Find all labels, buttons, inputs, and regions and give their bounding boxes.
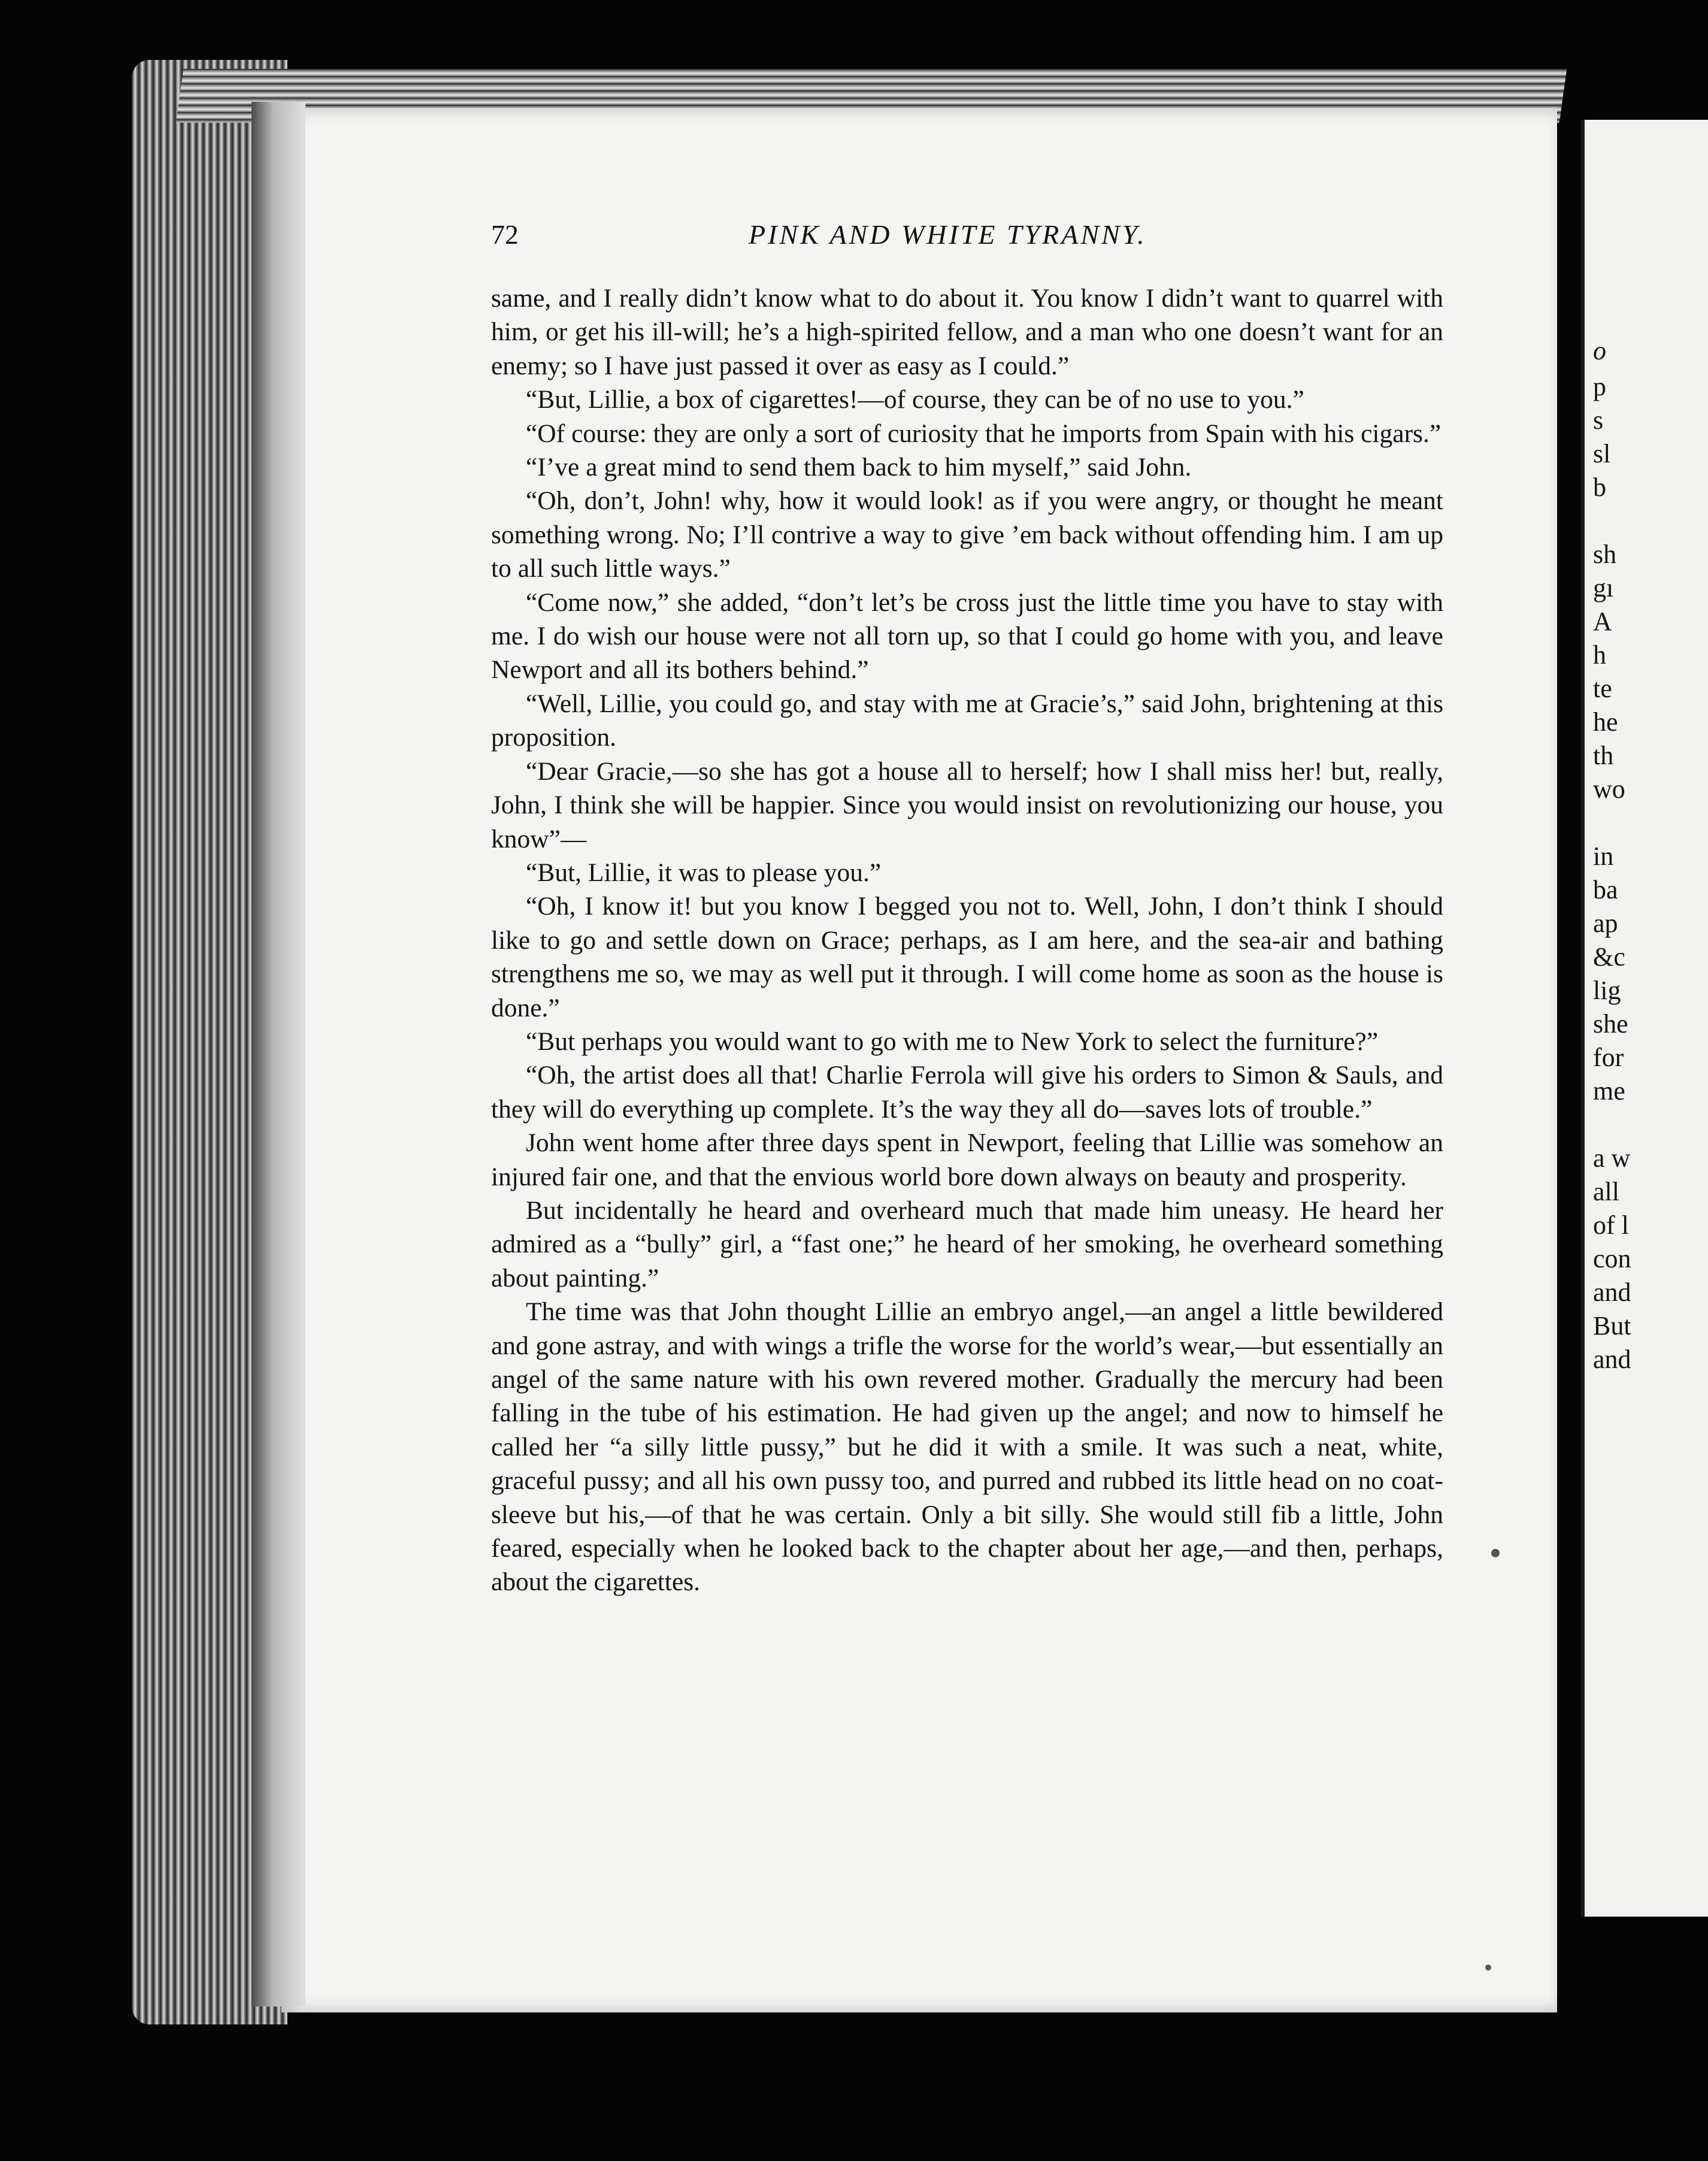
right-page-fragment: te bbox=[1593, 674, 1612, 703]
right-page-fragment: all bbox=[1593, 1177, 1619, 1206]
right-page-fragment: and bbox=[1593, 1278, 1631, 1307]
right-page-fragment: for bbox=[1593, 1043, 1624, 1072]
paragraph: “Oh, don’t, John! why, how it would look! as if you were angry, or thought he meant something wrong. No; I’ll contrive a way to give ’em back without offending him. I am up to all such little ways.” bbox=[491, 486, 1443, 583]
paragraph: John went home after three days spent in Newport, feeling that Lillie was somehow an injured fair one, and that the envious world bore down always on beauty and prosperity. bbox=[491, 1128, 1443, 1191]
right-page-fragment: of l bbox=[1593, 1210, 1629, 1240]
paragraph: “Oh, the artist does all that! Charlie Ferrola will give his orders to Simon & Sauls, and they will do everything up complete. It’s the way they all do—saves lots of trouble.” bbox=[491, 1061, 1443, 1124]
right-page-fragment: s bbox=[1593, 405, 1604, 435]
right-page-fragment: &c bbox=[1593, 942, 1625, 971]
scan-speck bbox=[1491, 1549, 1500, 1557]
right-page-fragment: ap bbox=[1593, 909, 1618, 938]
scan-speck bbox=[1485, 1965, 1491, 1971]
right-page-fragment: b bbox=[1593, 473, 1606, 502]
right-page-fragment: a w bbox=[1593, 1143, 1631, 1173]
right-page-fragment: she bbox=[1593, 1009, 1628, 1039]
right-page-edge bbox=[1581, 120, 1708, 1917]
paragraph: “Of course: they are only a sort of curiosity that he imports from Spain with his cigars.” bbox=[526, 419, 1441, 448]
right-page-fragment: th bbox=[1593, 741, 1614, 770]
right-page-fragment: h bbox=[1593, 640, 1606, 670]
paragraph: But incidentally he heard and overheard much that made him uneasy. He heard her admired as a “bully” girl, a “fast one;” he heard of her smoking, he overheard something about painting.” bbox=[491, 1195, 1443, 1293]
right-page-fragment: in bbox=[1593, 842, 1614, 871]
right-page-fragment: he bbox=[1593, 707, 1618, 737]
paragraph: “Oh, I know it! but you know I begged you not to. Well, John, I don’t think I should like to go and settle down on Grace; perhaps, as I am here, and the sea-air and bathing strengthens me so, we may as well put it through. I will come home as soon as the house is done.” bbox=[491, 892, 1443, 1022]
running-head bbox=[491, 213, 1198, 261]
right-page-fragment: ba bbox=[1593, 875, 1618, 904]
paragraph: “But, Lillie, a box of cigarettes!—of course, they can be of no use to you.” bbox=[526, 385, 1304, 414]
paragraph: “Well, Lillie, you could go, and stay with me at Gracie’s,” said John, brightening at this proposition. bbox=[491, 689, 1443, 752]
right-page-fragment: sl bbox=[1593, 439, 1611, 468]
right-page-fragment: lig bbox=[1593, 976, 1621, 1005]
right-page-fragment: But bbox=[1593, 1311, 1631, 1340]
right-page-fragment: A bbox=[1593, 607, 1612, 636]
paragraph: The time was that John thought Lillie an embryo angel,—an angel a little bewildered and gone astray, and with wings a trifle the worse for the world’s wear,—but essentially an angel of the same nature with his own revered mother. Gradually the mercury had been falling in the tube of his estimation. He had given up the angel; and now to himself he called her “a silly little pussy,” but he did it with a smile. It was such a neat, white, graceful pussy; and all his own pussy too, and purred and rubbed its little head on no coat-sleeve but his,—of that he was certain. Only a bit silly. She would still fib a little, John feared, especially when he looked back to the chapter about her age,—and then, perhaps, about the cigarettes. bbox=[491, 1297, 1443, 1597]
right-page-fragment: p bbox=[1593, 372, 1606, 401]
body-text bbox=[491, 282, 1443, 1599]
right-page-fragment: con bbox=[1593, 1244, 1631, 1273]
paragraph: “Dear Gracie,—so she has got a house all to herself; how I shall miss her! but, really, John, I think she will be happier. Since you would insist on revolutionizing our house, you know”— bbox=[491, 756, 1443, 853]
right-page-fragment: me bbox=[1593, 1076, 1625, 1106]
right-page-fragment: o bbox=[1593, 336, 1606, 365]
page-number: 72 bbox=[491, 219, 519, 250]
right-page-fragment: sh bbox=[1593, 540, 1617, 569]
paragraph: “I’ve a great mind to send them back to him myself,” said John. bbox=[526, 453, 1192, 482]
paragraph: “But perhaps you would want to go with me to New York to select the furniture?” bbox=[526, 1027, 1379, 1056]
right-page-fragment: and bbox=[1593, 1345, 1631, 1374]
paragraph: “Come now,” she added, “don’t let’s be cross just the little time you have to stay with me. I do wish our house were not all torn up, so that I could go home with you, and leave Newport and all its bothers behind.” bbox=[491, 588, 1443, 685]
paragraph: “But, Lillie, it was to please you.” bbox=[526, 858, 882, 887]
paragraph: same, and I really didn’t know what to do about it. You know I didn’t want to quarrel with him, or get his ill-will; he’s a high-spirited fellow, and a man who one doesn’t want for an enemy; so I have just passed it over as easy as I could.” bbox=[491, 284, 1443, 380]
running-title: PINK AND WHITE TYRANNY. bbox=[749, 219, 1147, 250]
right-page-fragments bbox=[1593, 120, 1708, 1917]
right-page-fragment: wo bbox=[1593, 774, 1625, 804]
gutter-shadow bbox=[252, 102, 305, 2006]
right-page-fragment: gı bbox=[1593, 573, 1614, 603]
